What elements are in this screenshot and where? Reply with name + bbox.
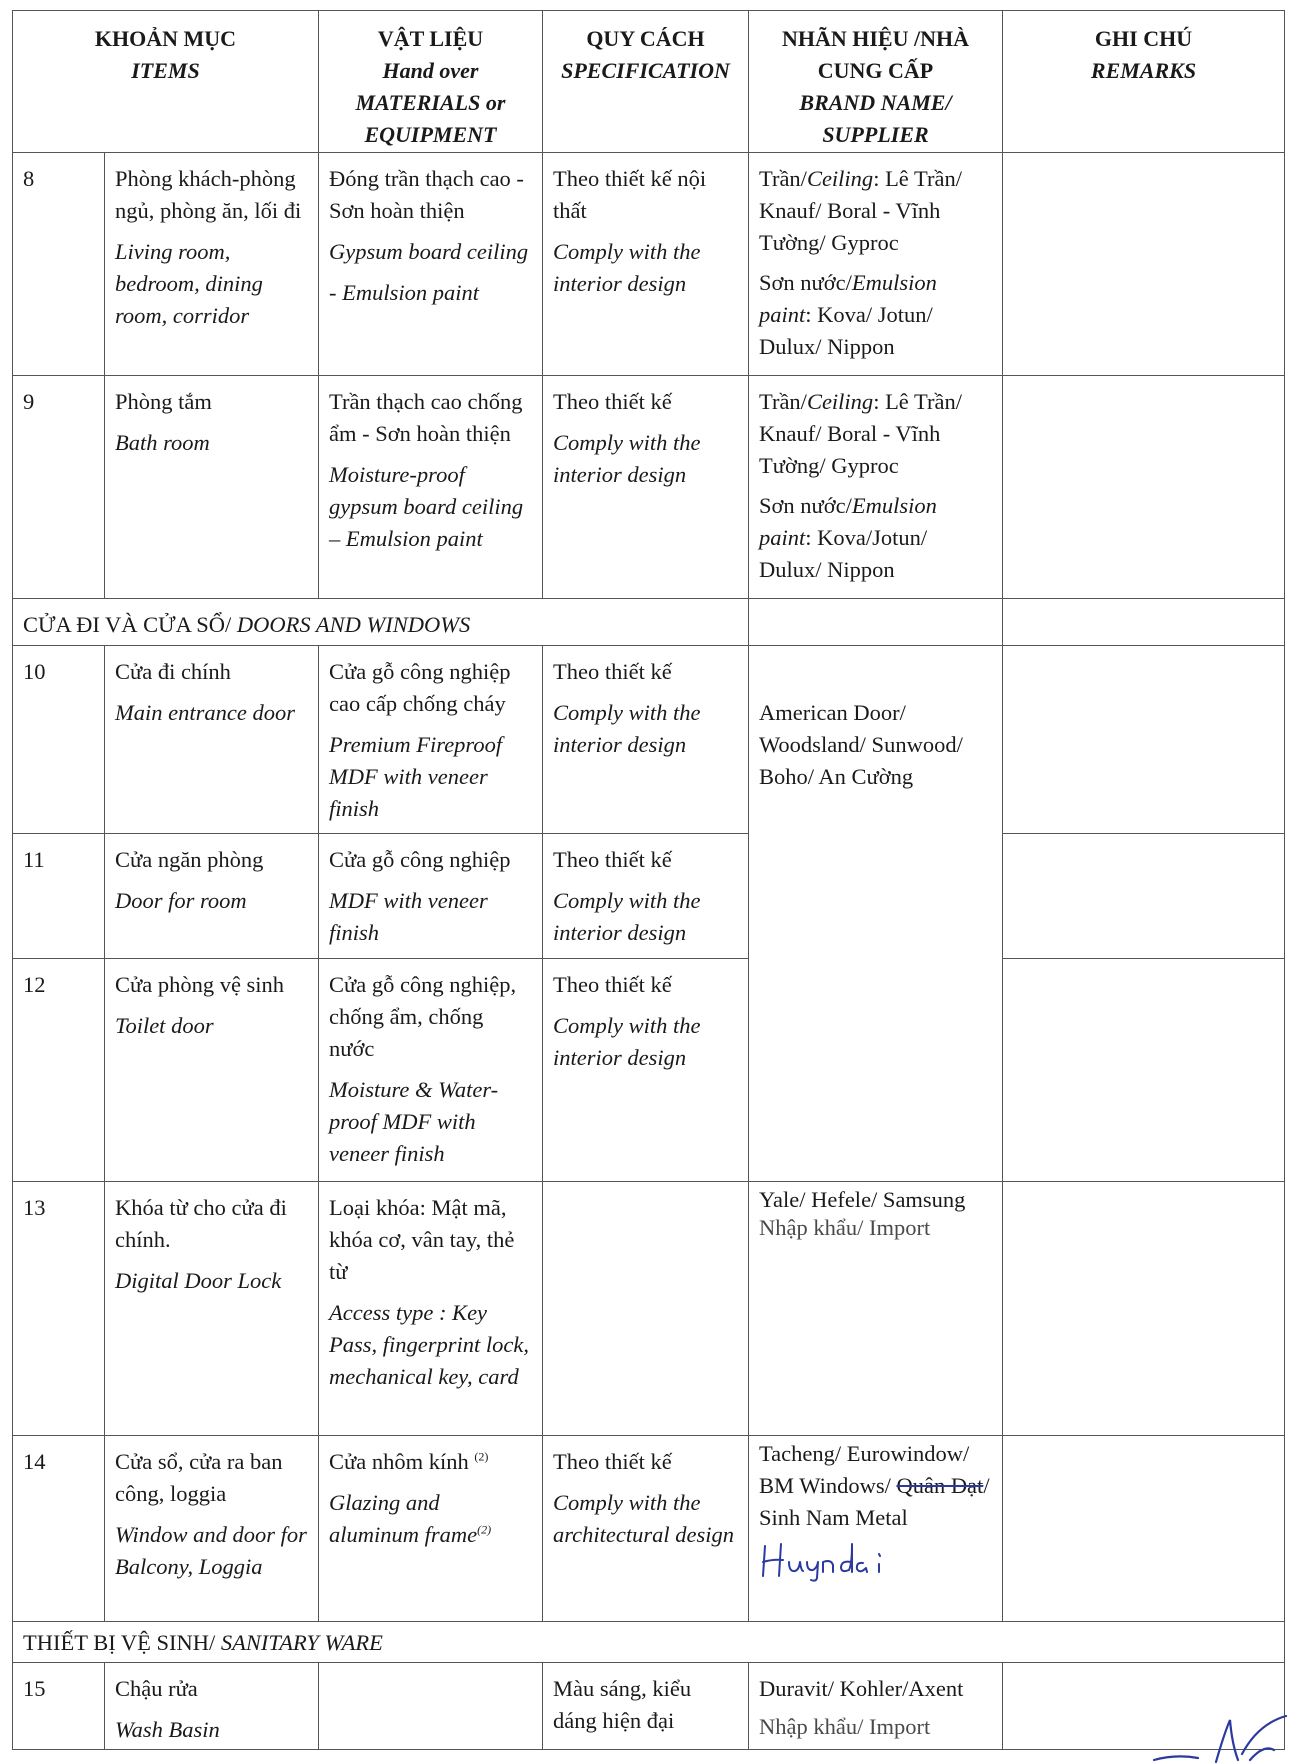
header-spec-vi: QUY CÁCH [586, 26, 705, 51]
section-en: DOORS AND WINDOWS [236, 612, 471, 637]
brand-list: : Lê Trần/ Knauf/ Boral - Vĩnh Tường/ Gyproc [759, 389, 962, 478]
header-materials-en-2: MATERIALS or [355, 90, 506, 115]
footnote-mark: (2) [474, 1449, 489, 1464]
item-vi: Chậu rửa [115, 1676, 198, 1701]
spec-vi: Theo thiết kế [553, 847, 672, 872]
material-en [329, 1487, 532, 1551]
item-cell [105, 1436, 319, 1622]
item-en: Living room, bedroom, dining room, corridor [115, 239, 263, 328]
spec-cell [543, 376, 749, 599]
material-vi [329, 1446, 532, 1478]
brand-list: : Lê Trần/ Knauf/ Boral - Vĩnh Tường/ Gyproc [759, 166, 962, 255]
spec-vi: Theo thiết kế [553, 389, 672, 414]
brand-ceiling [759, 163, 992, 259]
brand-label-en: Emulsion paint [759, 493, 937, 550]
table-row [13, 1663, 1285, 1750]
section-vi: THIẾT BỊ VỆ SINH/ [23, 1630, 221, 1655]
struck-brand: Quân Đạt [896, 1473, 984, 1498]
header-spec [543, 11, 749, 153]
header-items-vi: KHOẢN MỤC [94, 26, 237, 51]
header-brand-en-2: SUPPLIER [822, 122, 929, 147]
brand-paint [759, 267, 992, 363]
material-cell [319, 834, 543, 959]
brand-ceiling [759, 386, 992, 482]
brand-cell-doors [749, 646, 1003, 1182]
item-cell [105, 959, 319, 1182]
brand-list: Duravit/ Kohler/Axent [759, 1676, 964, 1701]
spec-cell [543, 1182, 749, 1436]
header-items [13, 11, 319, 153]
remarks-cell [1003, 834, 1285, 959]
header-materials [319, 11, 543, 153]
header-spec-en: SPECIFICATION [561, 58, 730, 83]
brand-origin: Nhập khẩu/ Import [759, 1215, 931, 1240]
brand-cell [749, 1182, 1003, 1436]
item-en: Main entrance door [115, 700, 295, 725]
handwritten-huyndai-icon [759, 1538, 899, 1582]
brand-label: Sơn nước/ [759, 493, 852, 518]
row-number: 15 [13, 1663, 105, 1750]
table-row [13, 959, 1285, 1182]
item-vi: Khóa từ cho cửa đi chính. [115, 1195, 287, 1252]
row-number: 11 [13, 834, 105, 959]
item-cell [105, 1182, 319, 1436]
material-vi: Cửa gỗ công nghiệp cao cấp chống cháy [329, 659, 511, 716]
brand-text: Tacheng/ Eurowindow/ BM Windows/ [759, 1441, 970, 1498]
spec-cell [543, 153, 749, 376]
brand-cell [749, 153, 1003, 376]
header-row [13, 11, 1285, 153]
table-row [13, 1182, 1285, 1436]
section-title-doors [13, 599, 749, 646]
brand-cell [749, 1436, 1003, 1622]
material-vi: Cửa gỗ công nghiệp [329, 847, 511, 872]
material-text: Glazing and aluminum frame [329, 1490, 478, 1547]
brand-list: American Door/ Woodsland/ Sunwood/ Boho/ An Cường [759, 700, 963, 789]
header-materials-vi: VẬT LIỆU [377, 26, 484, 51]
item-en: Bath room [115, 430, 210, 455]
material-en-2: - Emulsion paint [329, 280, 479, 305]
header-brand-en-1: BRAND NAME/ [799, 90, 952, 115]
spec-vi: Màu sáng, kiểu dáng hiện đại [553, 1676, 692, 1733]
material-vi: Loại khóa: Mật mã, khóa cơ, vân tay, thẻ từ [329, 1195, 515, 1284]
row-number: 14 [13, 1436, 105, 1622]
spec-en: Comply with the architectural design [553, 1490, 735, 1547]
handwritten-brand [759, 1538, 992, 1591]
header-materials-en-3: EQUIPMENT [364, 122, 497, 147]
spec-cell [543, 959, 749, 1182]
item-en: Window and door for Balcony, Loggia [115, 1522, 307, 1579]
signature-icon [1146, 1714, 1296, 1764]
item-vi: Cửa sổ, cửa ra ban công, loggia [115, 1449, 283, 1506]
material-vi: Cửa gỗ công nghiệp, chống ẩm, chống nước [329, 972, 517, 1061]
material-vi: Trần thạch cao chống ẩm - Sơn hoàn thiện [329, 389, 523, 446]
material-cell [319, 153, 543, 376]
item-en: Door for room [115, 888, 247, 913]
brand-paint [759, 490, 992, 586]
brand-origin: Nhập khẩu/ Import [759, 1714, 931, 1739]
material-en-1: Gypsum board ceiling [329, 239, 529, 264]
remarks-cell [1003, 959, 1285, 1182]
material-cell [319, 646, 543, 834]
table-row [13, 1436, 1285, 1622]
remarks-cell [1003, 599, 1285, 646]
header-items-en: ITEMS [131, 58, 200, 83]
spec-vi: Theo thiết kế nội thất [553, 166, 707, 223]
item-cell [105, 646, 319, 834]
brand-list: : Kova/ Jotun/ Dulux/ Nippon [759, 302, 933, 359]
spec-document [12, 10, 1284, 1750]
item-cell [105, 153, 319, 376]
spec-en: Comply with the interior design [553, 430, 701, 487]
material-en: Moisture-proof gypsum board ceiling – Emulsion paint [329, 462, 524, 551]
spec-en: Comply with the interior design [553, 888, 701, 945]
spec-cell [543, 646, 749, 834]
spec-vi: Theo thiết kế [553, 972, 672, 997]
material-vi: Đóng trần thạch cao - Sơn hoàn thiện [329, 166, 524, 223]
material-cell [319, 1182, 543, 1436]
brand-cell [749, 376, 1003, 599]
header-remarks-en: REMARKS [1090, 58, 1197, 83]
item-en: Digital Door Lock [115, 1268, 282, 1293]
item-vi: Cửa đi chính [115, 659, 231, 684]
material-cell [319, 959, 543, 1182]
header-remarks-vi: GHI CHÚ [1094, 26, 1193, 51]
material-cell [319, 376, 543, 599]
spec-vi: Theo thiết kế [553, 659, 672, 684]
header-materials-en-1: Hand over [382, 58, 479, 83]
brand-list [759, 1438, 992, 1534]
row-number: 10 [13, 646, 105, 834]
item-cell [105, 376, 319, 599]
item-vi: Cửa ngăn phòng [115, 847, 264, 872]
section-vi: CỬA ĐI VÀ CỬA SỔ/ [23, 612, 237, 637]
brand-label-en: Ceiling [806, 389, 874, 414]
spec-en: Comply with the interior design [553, 1013, 701, 1070]
header-brand [749, 11, 1003, 153]
spec-vi: Theo thiết kế [553, 1449, 672, 1474]
brand-label: Trần/ [759, 166, 807, 191]
spec-cell [543, 1663, 749, 1750]
material-en: Premium Fireproof MDF with veneer finish [329, 732, 503, 821]
item-cell [105, 1663, 319, 1750]
remarks-cell [1003, 646, 1285, 834]
remarks-cell [1003, 153, 1285, 376]
spec-cell [543, 834, 749, 959]
row-number: 9 [13, 376, 105, 599]
row-number: 12 [13, 959, 105, 1182]
item-en: Toilet door [115, 1013, 214, 1038]
row-number: 13 [13, 1182, 105, 1436]
remarks-cell [1003, 1182, 1285, 1436]
brand-list: : Kova/Jotun/ Dulux/ Nippon [759, 525, 928, 582]
item-vi: Phòng tắm [115, 389, 212, 414]
brand-label: Sơn nước/ [759, 270, 852, 295]
item-vi: Phòng khách-phòng ngủ, phòng ăn, lối đi [115, 166, 302, 223]
material-cell [319, 1436, 543, 1622]
footnote-mark: (2) [477, 1522, 492, 1537]
remarks-cell [1003, 1436, 1285, 1622]
table-row [13, 376, 1285, 599]
brand-cell [749, 599, 1003, 646]
row-number: 8 [13, 153, 105, 376]
brand-label: Trần/ [759, 389, 807, 414]
section-row-sanitary [13, 1622, 1285, 1663]
material-en: Access type : Key Pass, fingerprint lock, mechanical key, card [329, 1300, 529, 1389]
spec-cell [543, 1436, 749, 1622]
brand-cell [749, 1663, 1003, 1750]
brand-label-en: Ceiling [806, 166, 874, 191]
header-remarks [1003, 11, 1285, 153]
item-vi: Cửa phòng vệ sinh [115, 972, 285, 997]
brand-list: Yale/ Hefele/ Samsung [759, 1187, 966, 1212]
spec-en: Comply with the interior design [553, 700, 701, 757]
item-en: Wash Basin [115, 1717, 220, 1742]
item-cell [105, 834, 319, 959]
table-row [13, 834, 1285, 959]
material-en: MDF with veneer finish [329, 888, 488, 945]
table-row [13, 646, 1285, 834]
header-brand-vi-2: CUNG CẤP [817, 58, 934, 83]
material-en: Moisture & Water-proof MDF with veneer finish [329, 1077, 499, 1166]
material-text: Cửa nhôm kính [329, 1449, 475, 1474]
material-cell [319, 1663, 543, 1750]
brand-label-en: Emulsion paint [759, 270, 937, 327]
table-row [13, 153, 1285, 376]
section-row-doors [13, 599, 1285, 646]
remarks-cell [1003, 376, 1285, 599]
spec-en: Comply with the interior design [553, 239, 701, 296]
header-brand-vi-1: NHÃN HIỆU /NHÀ [781, 26, 969, 51]
specification-table [12, 10, 1285, 1750]
section-title-sanitary [13, 1622, 1285, 1663]
section-en: SANITARY WARE [220, 1630, 383, 1655]
brand-text: / Sinh Nam Metal [759, 1473, 990, 1530]
